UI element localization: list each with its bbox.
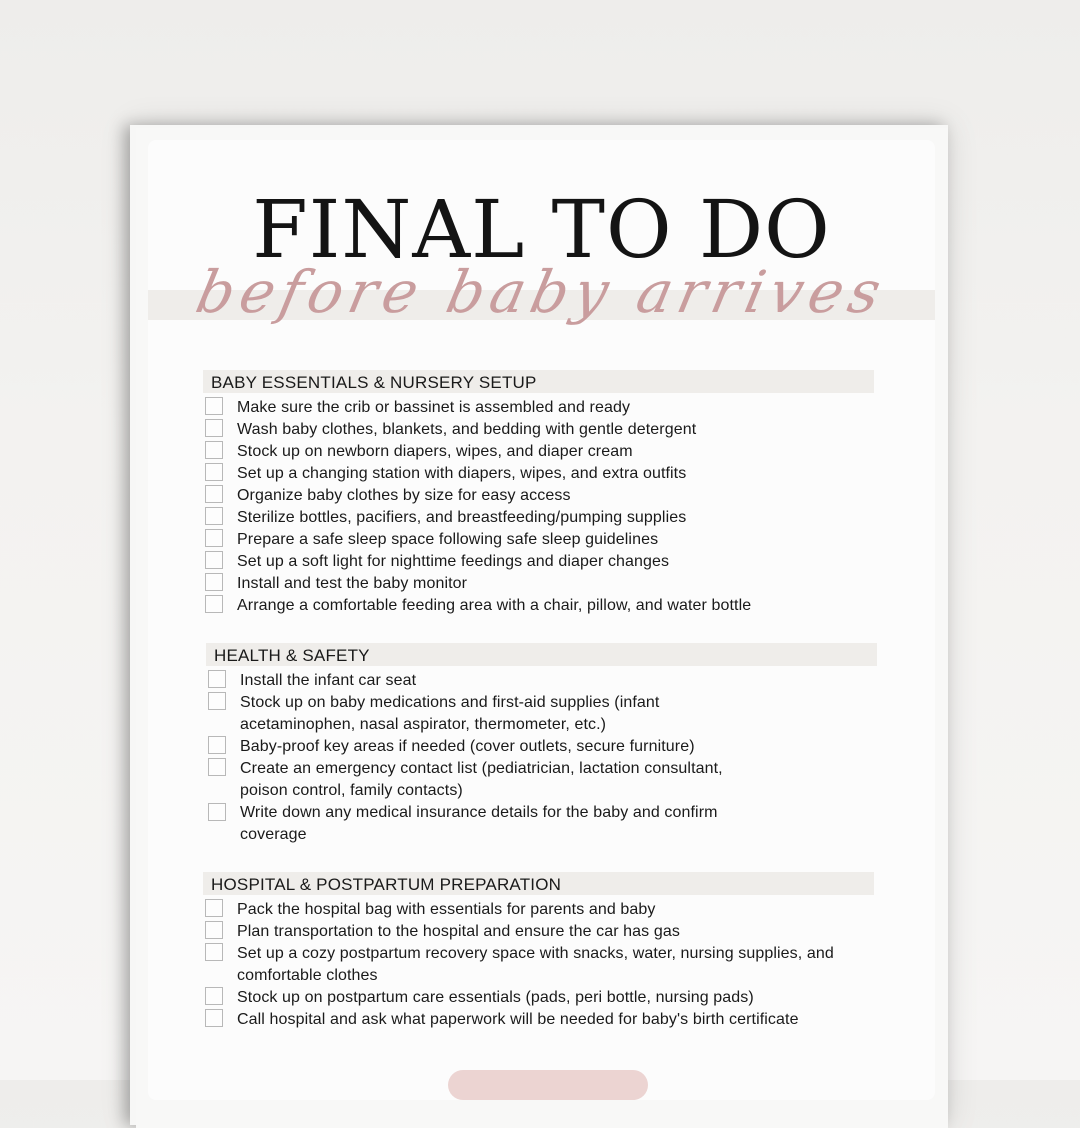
list-item [203,529,874,551]
checkbox[interactable] [205,921,223,939]
checkbox[interactable] [208,758,226,776]
checkbox[interactable] [208,692,226,710]
list-item [206,802,766,846]
list-item [206,692,766,736]
section-baby-essentials [203,370,874,617]
list-item [203,943,863,987]
section-heading: HOSPITAL & POSTPARTUM PREPARATION [203,872,874,895]
checkbox[interactable] [205,529,223,547]
footer-pill [448,1070,648,1100]
list-item [206,758,766,802]
item-label: Prepare a safe sleep space following safe sleep guidelines [237,531,659,548]
checkbox[interactable] [205,943,223,961]
page-title: FINAL TO DO [252,183,831,276]
page-subtitle: before baby arrives [190,258,893,326]
list-item [203,485,874,507]
item-label: Call hospital and ask what paperwork will be needed for baby's birth certificate [237,1011,799,1028]
checkbox[interactable] [205,441,223,459]
list-item [203,551,874,573]
list-item [206,736,766,758]
item-label: Baby-proof key areas if needed (cover outlets, secure furniture) [240,738,695,755]
checkbox[interactable] [205,507,223,525]
checkbox[interactable] [205,573,223,591]
item-label: Create an emergency contact list (pediatrician, lactation consultant, poison control, family contacts) [240,760,723,799]
item-label: Stock up on newborn diapers, wipes, and diaper cream [237,443,633,460]
list-item [203,987,863,1009]
checkbox[interactable] [205,463,223,481]
item-label: Make sure the crib or bassinet is assembled and ready [237,399,631,416]
checkbox[interactable] [208,670,226,688]
list-item [203,921,863,943]
item-label: Set up a soft light for nighttime feedings and diaper changes [237,553,670,570]
checkbox[interactable] [205,397,223,415]
checkbox[interactable] [205,987,223,1005]
list-item [203,441,874,463]
list-item [206,670,766,692]
list-item [203,397,874,419]
item-label: Install and test the baby monitor [237,575,468,592]
list-item [203,573,874,595]
item-label: Set up a cozy postpartum recovery space with snacks, water, nursing supplies, and comfortable clothes [237,945,834,984]
checkbox[interactable] [205,1009,223,1027]
item-label: Stock up on baby medications and first-aid supplies (infant acetaminophen, nasal aspirator, thermometer, etc.) [240,694,660,733]
item-label: Wash baby clothes, blankets, and bedding with gentle detergent [237,421,697,438]
list-item [203,1009,863,1031]
item-label: Write down any medical insurance details for the baby and confirm coverage [240,804,718,843]
checkbox[interactable] [208,736,226,754]
item-label: Pack the hospital bag with essentials for parents and baby [237,901,656,918]
checkbox[interactable] [208,803,226,821]
list-item [203,507,874,529]
checkbox[interactable] [205,899,223,917]
checkbox[interactable] [205,551,223,569]
list-item [203,899,863,921]
item-label: Organize baby clothes by size for easy access [237,487,571,504]
checkbox[interactable] [205,595,223,613]
section-heading: HEALTH & SAFETY [206,643,877,666]
section-hospital-postpartum [203,872,874,1031]
item-label: Plan transportation to the hospital and ensure the car has gas [237,923,680,940]
list-item [203,463,874,485]
item-label: Set up a changing station with diapers, wipes, and extra outfits [237,465,687,482]
checklist-items [206,670,766,846]
list-item [203,595,874,617]
item-label: Sterilize bottles, pacifiers, and breastfeeding/pumping supplies [237,509,687,526]
checklist-items [203,397,874,617]
checklist-items [203,899,863,1031]
section-health-safety [206,643,877,846]
section-heading: BABY ESSENTIALS & NURSERY SETUP [203,370,874,393]
list-item [203,419,874,441]
checkbox[interactable] [205,419,223,437]
item-label: Stock up on postpartum care essentials (pads, peri bottle, nursing pads) [237,989,754,1006]
checkbox[interactable] [205,485,223,503]
item-label: Install the infant car seat [240,672,417,689]
item-label: Arrange a comfortable feeding area with a chair, pillow, and water bottle [237,597,752,614]
